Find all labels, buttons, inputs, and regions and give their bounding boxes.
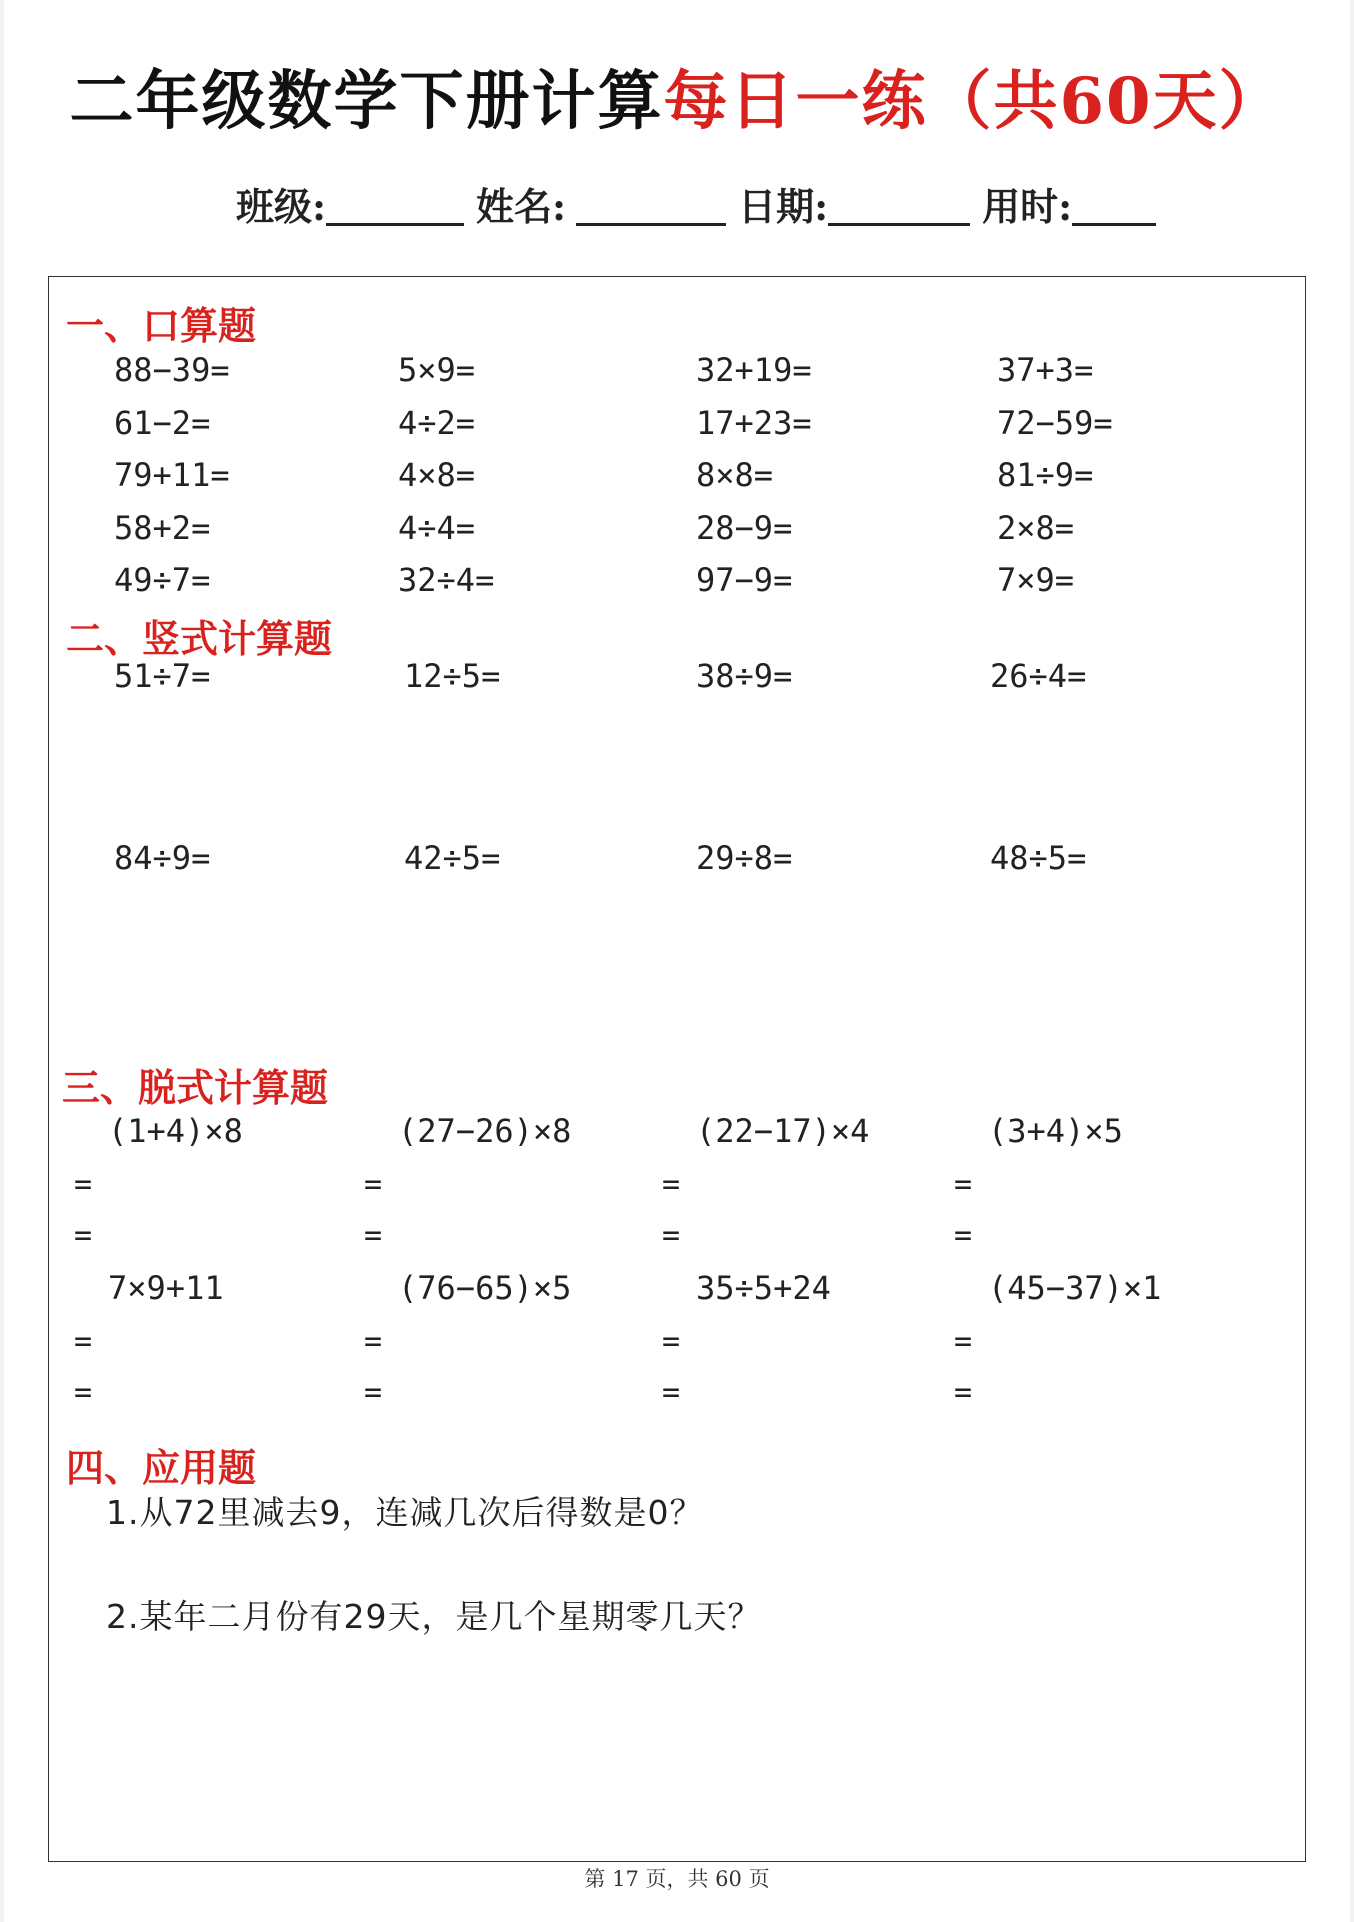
oral-problem: 81÷9= — [997, 456, 1094, 494]
equals-sign: = — [954, 1218, 973, 1253]
oral-problem: 58+2= — [114, 509, 211, 547]
oral-problem: 79+11= — [114, 456, 230, 494]
section-title-vertical: 二、竖式计算题 — [66, 616, 333, 661]
equals-sign: = — [74, 1218, 93, 1253]
oral-problem: 37+3= — [997, 351, 1094, 389]
vertical-problem: 48÷5= — [990, 839, 1087, 877]
equals-sign: = — [74, 1167, 93, 1202]
oral-problem: 61−2= — [114, 404, 211, 442]
oral-problem: 28−9= — [696, 509, 793, 547]
step-problem: 7×9+11 — [108, 1269, 224, 1307]
step-problem: 35÷5+24 — [696, 1269, 831, 1307]
class-label: 班级: — [236, 184, 327, 229]
section-title-word: 四、应用题 — [66, 1445, 257, 1490]
word-problem-1: 1.从72里减去9，连减几次后得数是0？ — [106, 1493, 704, 1532]
date-label: 日期: — [738, 184, 829, 229]
step-problem: (1+4)×8 — [108, 1112, 243, 1150]
oral-problem: 4÷2= — [398, 404, 476, 442]
section-title-oral: 一、口算题 — [66, 303, 257, 348]
oral-problem: 17+23= — [696, 404, 812, 442]
oral-problem: 49÷7= — [114, 561, 211, 599]
word-problem-2: 2.某年二月份有29天，是几个星期零几天？ — [106, 1597, 762, 1636]
oral-problem: 32÷4= — [398, 561, 495, 599]
oral-problem: 4×8= — [398, 456, 476, 494]
name-blank[interactable] — [576, 183, 726, 226]
equals-sign: = — [364, 1375, 383, 1410]
step-problem: (45−37)×1 — [988, 1269, 1162, 1307]
oral-problem: 4÷4= — [398, 509, 476, 547]
oral-problem: 7×9= — [997, 561, 1075, 599]
vertical-problem: 84÷9= — [114, 839, 211, 877]
time-label: 用时: — [982, 184, 1073, 229]
page-footer: 第 17 页，共 60 页 — [584, 1867, 770, 1891]
equals-sign: = — [954, 1324, 973, 1359]
oral-problem: 32+19= — [696, 351, 812, 389]
equals-sign: = — [662, 1167, 681, 1202]
step-problem: (27−26)×8 — [398, 1112, 572, 1150]
equals-sign: = — [364, 1324, 383, 1359]
equals-sign: = — [662, 1375, 681, 1410]
equals-sign: = — [364, 1167, 383, 1202]
section-title-step: 三、脱式计算题 — [62, 1065, 329, 1110]
oral-problem: 72−59= — [997, 404, 1113, 442]
equals-sign: = — [954, 1167, 973, 1202]
time-blank[interactable] — [1072, 183, 1156, 226]
equals-sign: = — [662, 1218, 681, 1253]
date-blank[interactable] — [828, 183, 970, 226]
equals-sign: = — [364, 1218, 383, 1253]
equals-sign: = — [954, 1375, 973, 1410]
equals-sign: = — [74, 1324, 93, 1359]
oral-problem: 8×8= — [696, 456, 774, 494]
name-label: 姓名: — [476, 184, 567, 229]
equals-sign: = — [662, 1324, 681, 1359]
oral-problem: 5×9= — [398, 351, 476, 389]
student-info-row — [236, 176, 1168, 231]
equals-sign: = — [74, 1375, 93, 1410]
vertical-problem: 29÷8= — [696, 839, 793, 877]
vertical-problem: 26÷4= — [990, 657, 1087, 695]
step-problem: (76−65)×5 — [398, 1269, 572, 1307]
title-highlight: 每日一练（共60天） — [663, 64, 1285, 139]
class-blank[interactable] — [326, 183, 464, 226]
vertical-problem: 42÷5= — [404, 839, 501, 877]
vertical-problem: 51÷7= — [114, 657, 211, 695]
oral-problem: 88−39= — [114, 351, 230, 389]
vertical-problem: 12÷5= — [404, 657, 501, 695]
title-main: 二年级数学下册计算 — [69, 64, 664, 139]
oral-problem: 2×8= — [997, 509, 1075, 547]
page-title — [0, 50, 1354, 142]
step-problem: (22−17)×4 — [696, 1112, 870, 1150]
step-problem: (3+4)×5 — [988, 1112, 1123, 1150]
oral-problem: 97−9= — [696, 561, 793, 599]
vertical-problem: 38÷9= — [696, 657, 793, 695]
